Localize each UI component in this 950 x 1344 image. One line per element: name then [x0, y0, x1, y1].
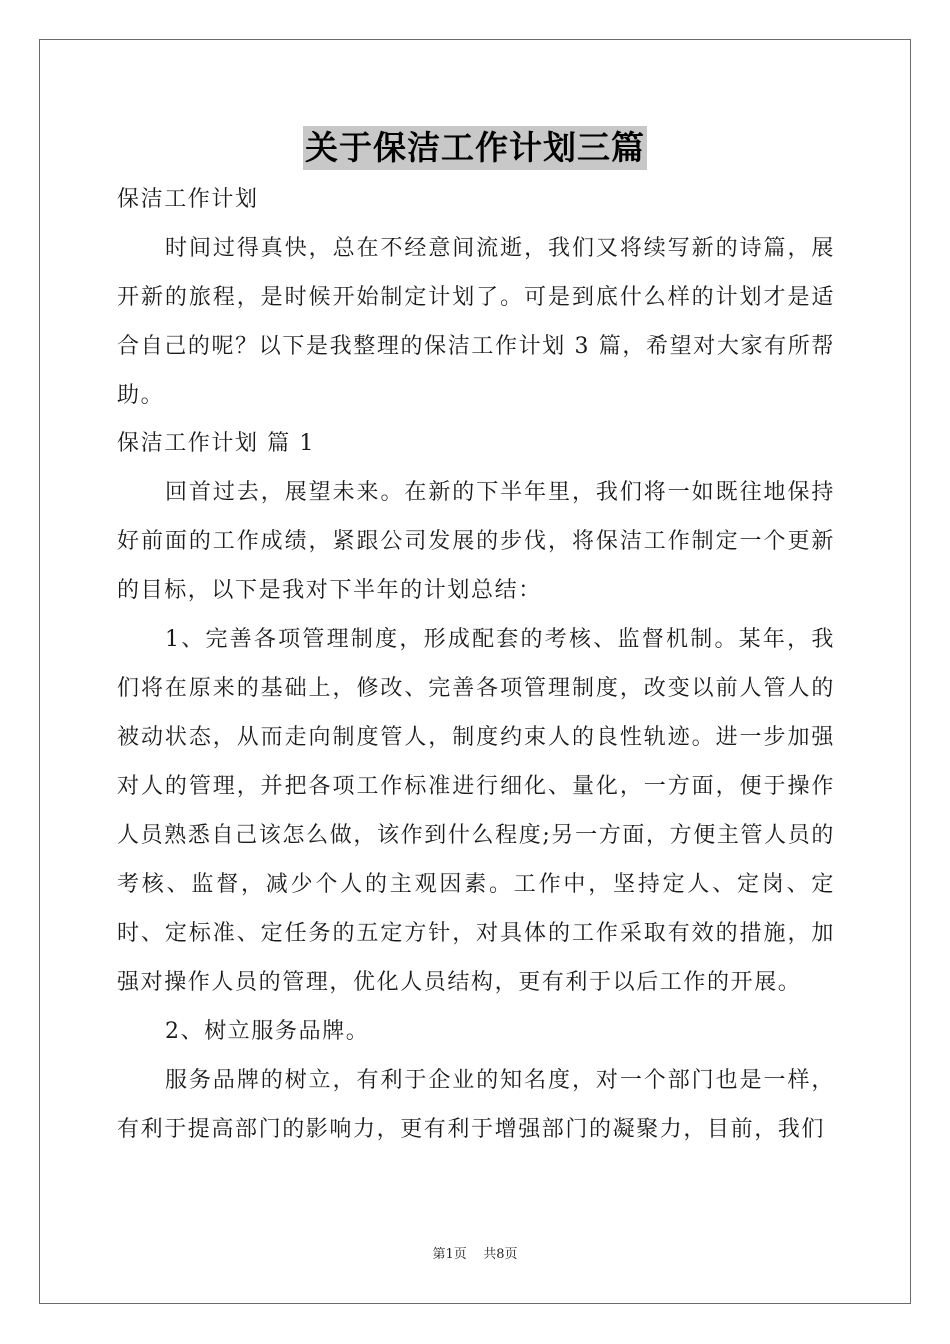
document-title: 关于保洁工作计划三篇 — [303, 126, 647, 170]
title-container — [0, 126, 950, 170]
page-total: 共8页 — [483, 1247, 518, 1262]
section-heading: 保洁工作计划 — [117, 187, 259, 212]
body-paragraph: 服务品牌的树立，有利于企业的知名度，对一个部门也是一样，有利于提高部门的影响力，更有利于增强部门的凝聚力，目前，我们 — [117, 1068, 835, 1142]
body-paragraph: 1、完善各项管理制度，形成配套的考核、监督机制。某年，我们将在原来的基础上，修改、完善各项管理制度，改变以前人管人的被动状态，从而走向制度管人，制度约束人的良性轨迹。进一步加强对人的管理，并把各项工作标准进行细化、量化，一方面，便于操作人员熟悉自己该怎么做，该作到什么程度;另一方面，方便主管人员的考核、监督，减少个人的主观因素。工作中，坚持定人、定岗、定时、定标准、定任务的五定方针，对具体的工作采取有效的措施，加强对操作人员的管理，优化人员结构，更有利于以后工作的开展。 — [117, 627, 835, 995]
page-footer — [0, 1245, 950, 1265]
document-body — [117, 176, 835, 1154]
body-paragraph: 回首过去，展望未来。在新的下半年里，我们将一如既往地保持好前面的工作成绩，紧跟公司发展的步伐，将保洁工作制定一个更新的目标，以下是我对下半年的计划总结： — [117, 480, 835, 603]
intro-paragraph: 时间过得真快，总在不经意间流逝，我们又将续写新的诗篇，展开新的旅程，是时候开始制定计划了。可是到底什么样的计划才是适合自己的呢？以下是我整理的保洁工作计划 3 篇，希望对大家有所帮助。 — [117, 236, 835, 408]
section-heading-1: 保洁工作计划 篇 1 — [117, 431, 315, 456]
body-paragraph: 2、树立服务品牌。 — [165, 1019, 370, 1044]
page-number: 第1页 — [432, 1247, 467, 1262]
